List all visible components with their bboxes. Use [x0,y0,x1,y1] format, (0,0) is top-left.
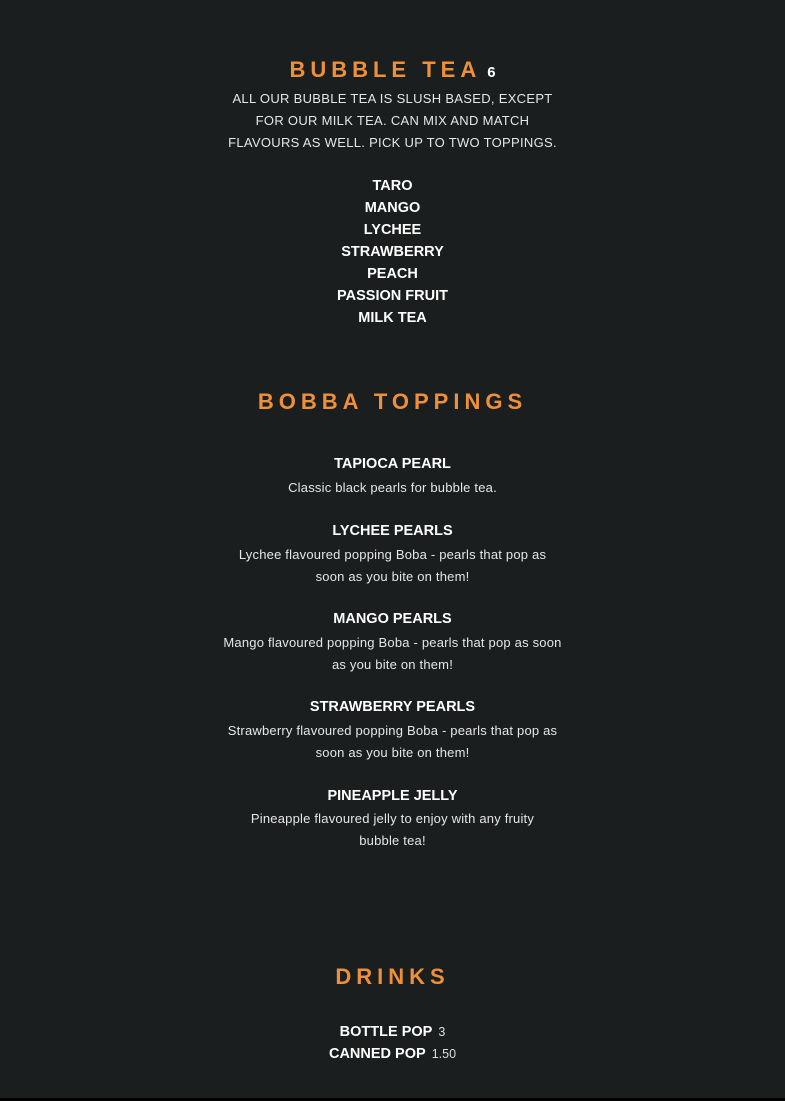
drink-name: CANNED POP [328,1046,426,1062]
topping-name: PINEAPPLE JELLY [327,788,458,804]
flavour-item: STRAWBERRY [341,244,444,260]
bubble-tea-intro: ALL OUR BUBBLE TEA IS SLUSH BASED, EXCEPT FOR OUR MILK TEA. CAN MIX AND MATCH FLAVOURS AS WELL. PICK UP TO TWO TOPPINGS. [228,91,557,150]
topping-item [0,785,785,852]
drink-name: BOTTLE POP [339,1024,433,1040]
drink-price: 3 [438,1025,446,1039]
topping-item [0,453,785,499]
drinks-title: DRINKS [335,964,450,989]
topping-name: STRAWBERRY PEARLS [309,699,476,715]
topping-desc: Classic black pearls for bubble tea. [288,480,497,495]
topping-name: MANGO PEARLS [333,611,452,627]
flavour-item: TARO [372,178,413,194]
toppings-title: BOBBA TOPPINGS [257,389,528,414]
bubble-tea-price: 6 [487,64,496,81]
topping-item [0,608,785,676]
topping-desc: Lychee flavoured popping Boba - pearls that pop as soon as you bite on them! [238,547,547,584]
drinks-list [0,1021,785,1065]
bubble-tea-heading [0,56,785,87]
flavour-item: PASSION FRUIT [337,288,448,304]
flavour-item: LYCHEE [363,222,422,238]
topping-item [0,520,785,588]
topping-desc: Pineapple flavoured jelly to enjoy with any fruity bubble tea! [250,811,535,848]
flavour-item: PEACH [367,266,418,282]
bubble-tea-title: BUBBLE TEA [289,57,482,82]
drink-item [0,1021,785,1043]
bubble-tea-section [0,56,785,329]
topping-name: LYCHEE PEARLS [332,523,453,539]
topping-item [0,696,785,764]
drink-price: 1.50 [431,1047,457,1061]
flavour-list [0,175,785,329]
topping-desc: Strawberry flavoured popping Boba - pearls that pop as soon as you bite on them! [227,723,558,760]
topping-desc: Mango flavoured popping Boba - pearls that pop as soon as you bite on them! [223,635,562,672]
topping-name: TAPIOCA PEARL [334,456,451,472]
drink-item [0,1043,785,1065]
drinks-section [0,963,785,991]
toppings-section [0,388,785,416]
flavour-item: MILK TEA [358,310,427,326]
flavour-item: MANGO [364,200,421,216]
